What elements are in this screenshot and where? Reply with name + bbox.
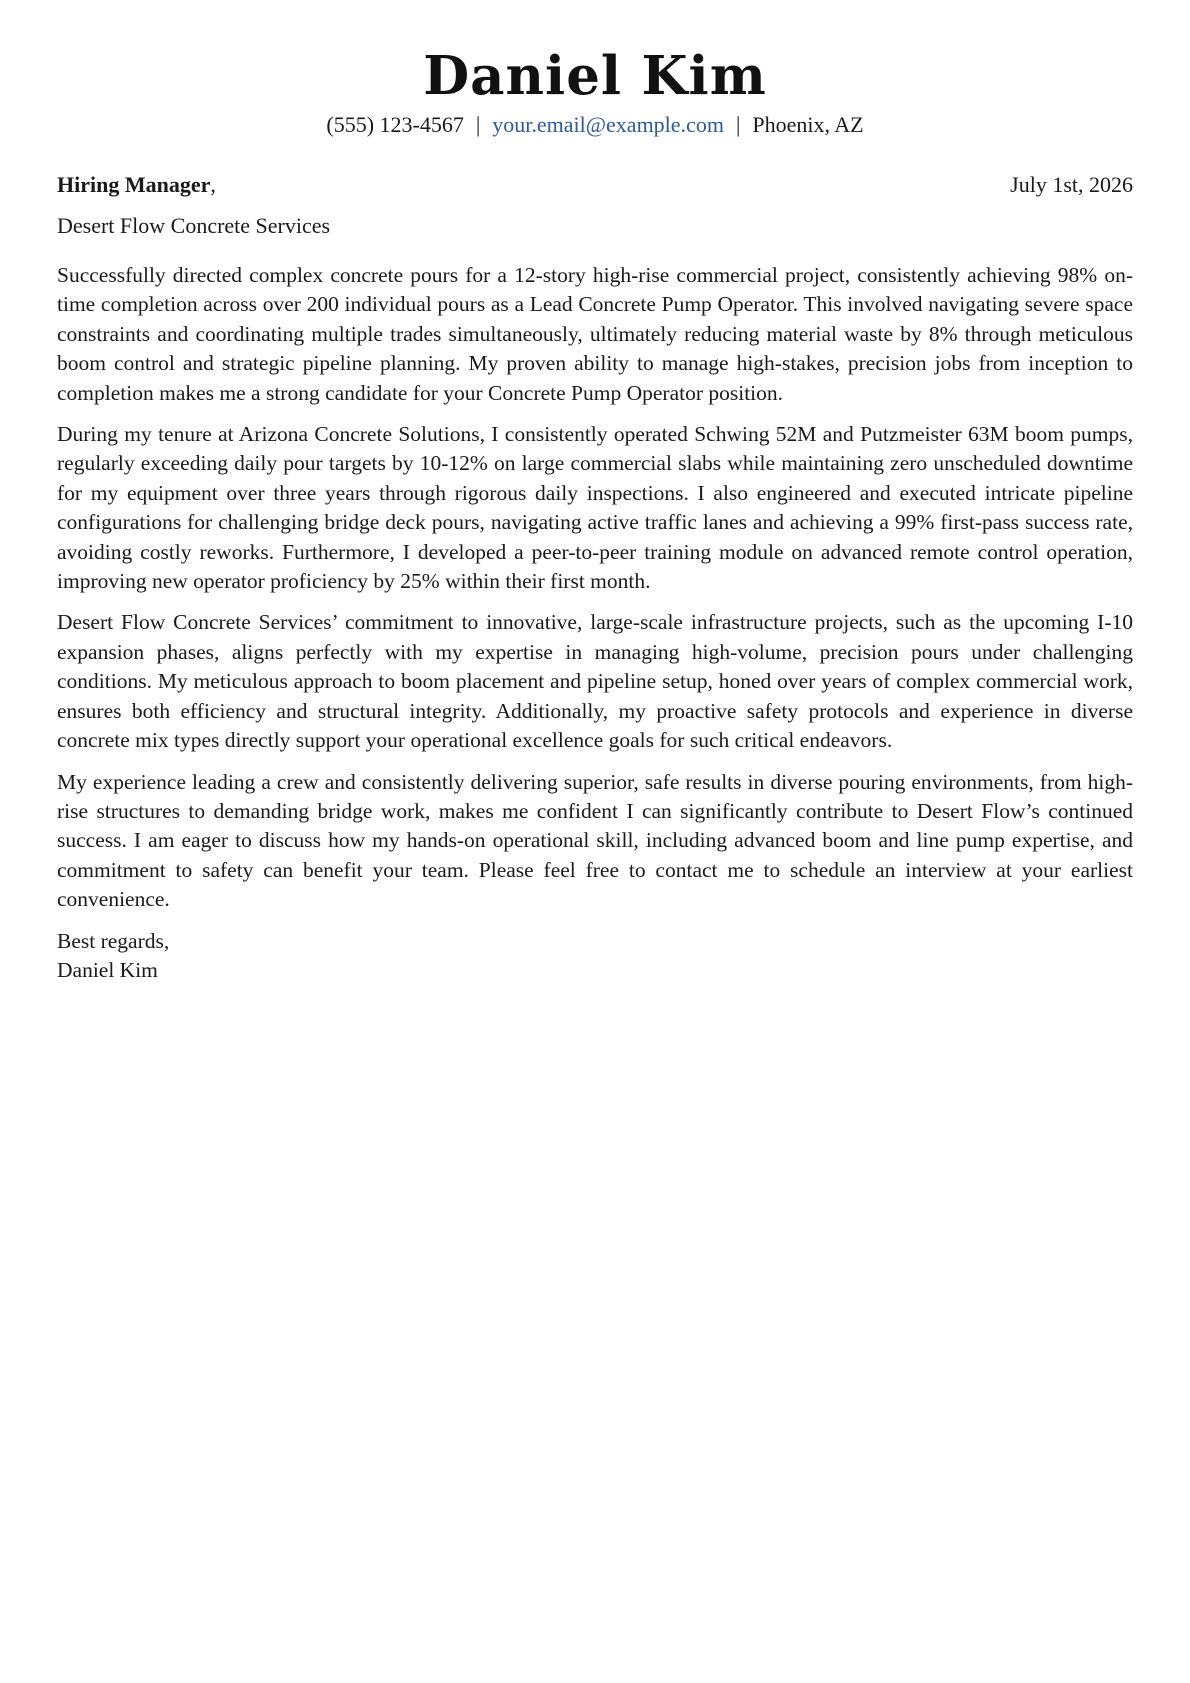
location: Phoenix, AZ: [752, 112, 864, 137]
body-paragraph: Desert Flow Concrete Services’ commitment to innovative, large-scale infrastructure projects, such as the upcoming I-10 expansion phases, aligns perfectly with my expertise in managing high-volume, precision pours under challenging conditions. My meticulous approach to boom placement and pipeline setup, honed over years of complex commercial work, ensures both efficiency and structural integrity. Additionally, my proactive safety protocols and experience in diverse concrete mix types directly support your operational excellence goals for such critical endeavors.: [57, 610, 1133, 753]
letter-date: July 1st, 2026: [1010, 172, 1133, 197]
body-paragraph: Successfully directed complex concrete pours for a 12-story high-rise commercial project, consistently achieving 98% on-time completion across over 200 individual pours as a Lead Concrete Pump Operator. This involved navigating severe space constraints and coordinating multiple trades simultaneously, ultimately reducing material waste by 8% through meticulous boom control and strategic pipeline planning. My proven ability to manage high-stakes, precision jobs from inception to completion makes me a strong candidate for your Concrete Pump Operator position.: [57, 263, 1133, 405]
signature-name: Daniel Kim: [57, 957, 158, 982]
recipient-row: [57, 170, 1133, 200]
body-paragraph: During my tenure at Arizona Concrete Solutions, I consistently operated Schwing 52M and Putzmeister 63M boom pumps, regularly exceeding daily pour targets by 10-12% on large commercial slabs while maintaining zero unscheduled downtime for my equipment over three years through rigorous daily inspections. I also engineered and executed intricate pipeline configurations for challenging bridge deck pours, navigating active traffic lanes and achieving a 99% first-pass success rate, avoiding costly reworks. Furthermore, I developed a peer-to-peer training module on advanced remote control operation, improving new operator proficiency by 25% within their first month.: [57, 422, 1133, 594]
letter-closing: [57, 927, 1133, 985]
phone-number: (555) 123-4567: [326, 112, 464, 137]
email-link[interactable]: your.email@example.com: [492, 112, 724, 137]
contact-separator: |: [735, 112, 741, 137]
recipient-company: Desert Flow Concrete Services: [57, 213, 331, 238]
recipient-title: Hiring Manager: [57, 172, 211, 197]
closing-salutation: Best regards,: [57, 928, 170, 953]
applicant-name: Daniel Kim: [423, 45, 767, 107]
recipient-salutation: [57, 170, 216, 200]
body-paragraph: My experience leading a crew and consistently delivering superior, safe results in diverse pouring environments, from high-rise structures to demanding bridge work, makes me confident I can significantly contribute to Desert Flow’s continued success. I am eager to discuss how my hands-on operational skill, including advanced boom and line pump expertise, and commitment to safety can benefit your team. Please feel free to contact me to schedule an interview at your earliest convenience.: [57, 769, 1133, 912]
recipient-title-suffix: ,: [210, 172, 216, 197]
contact-separator: |: [475, 112, 481, 137]
letter-body: [57, 261, 1133, 915]
contact-line: [57, 110, 1133, 140]
